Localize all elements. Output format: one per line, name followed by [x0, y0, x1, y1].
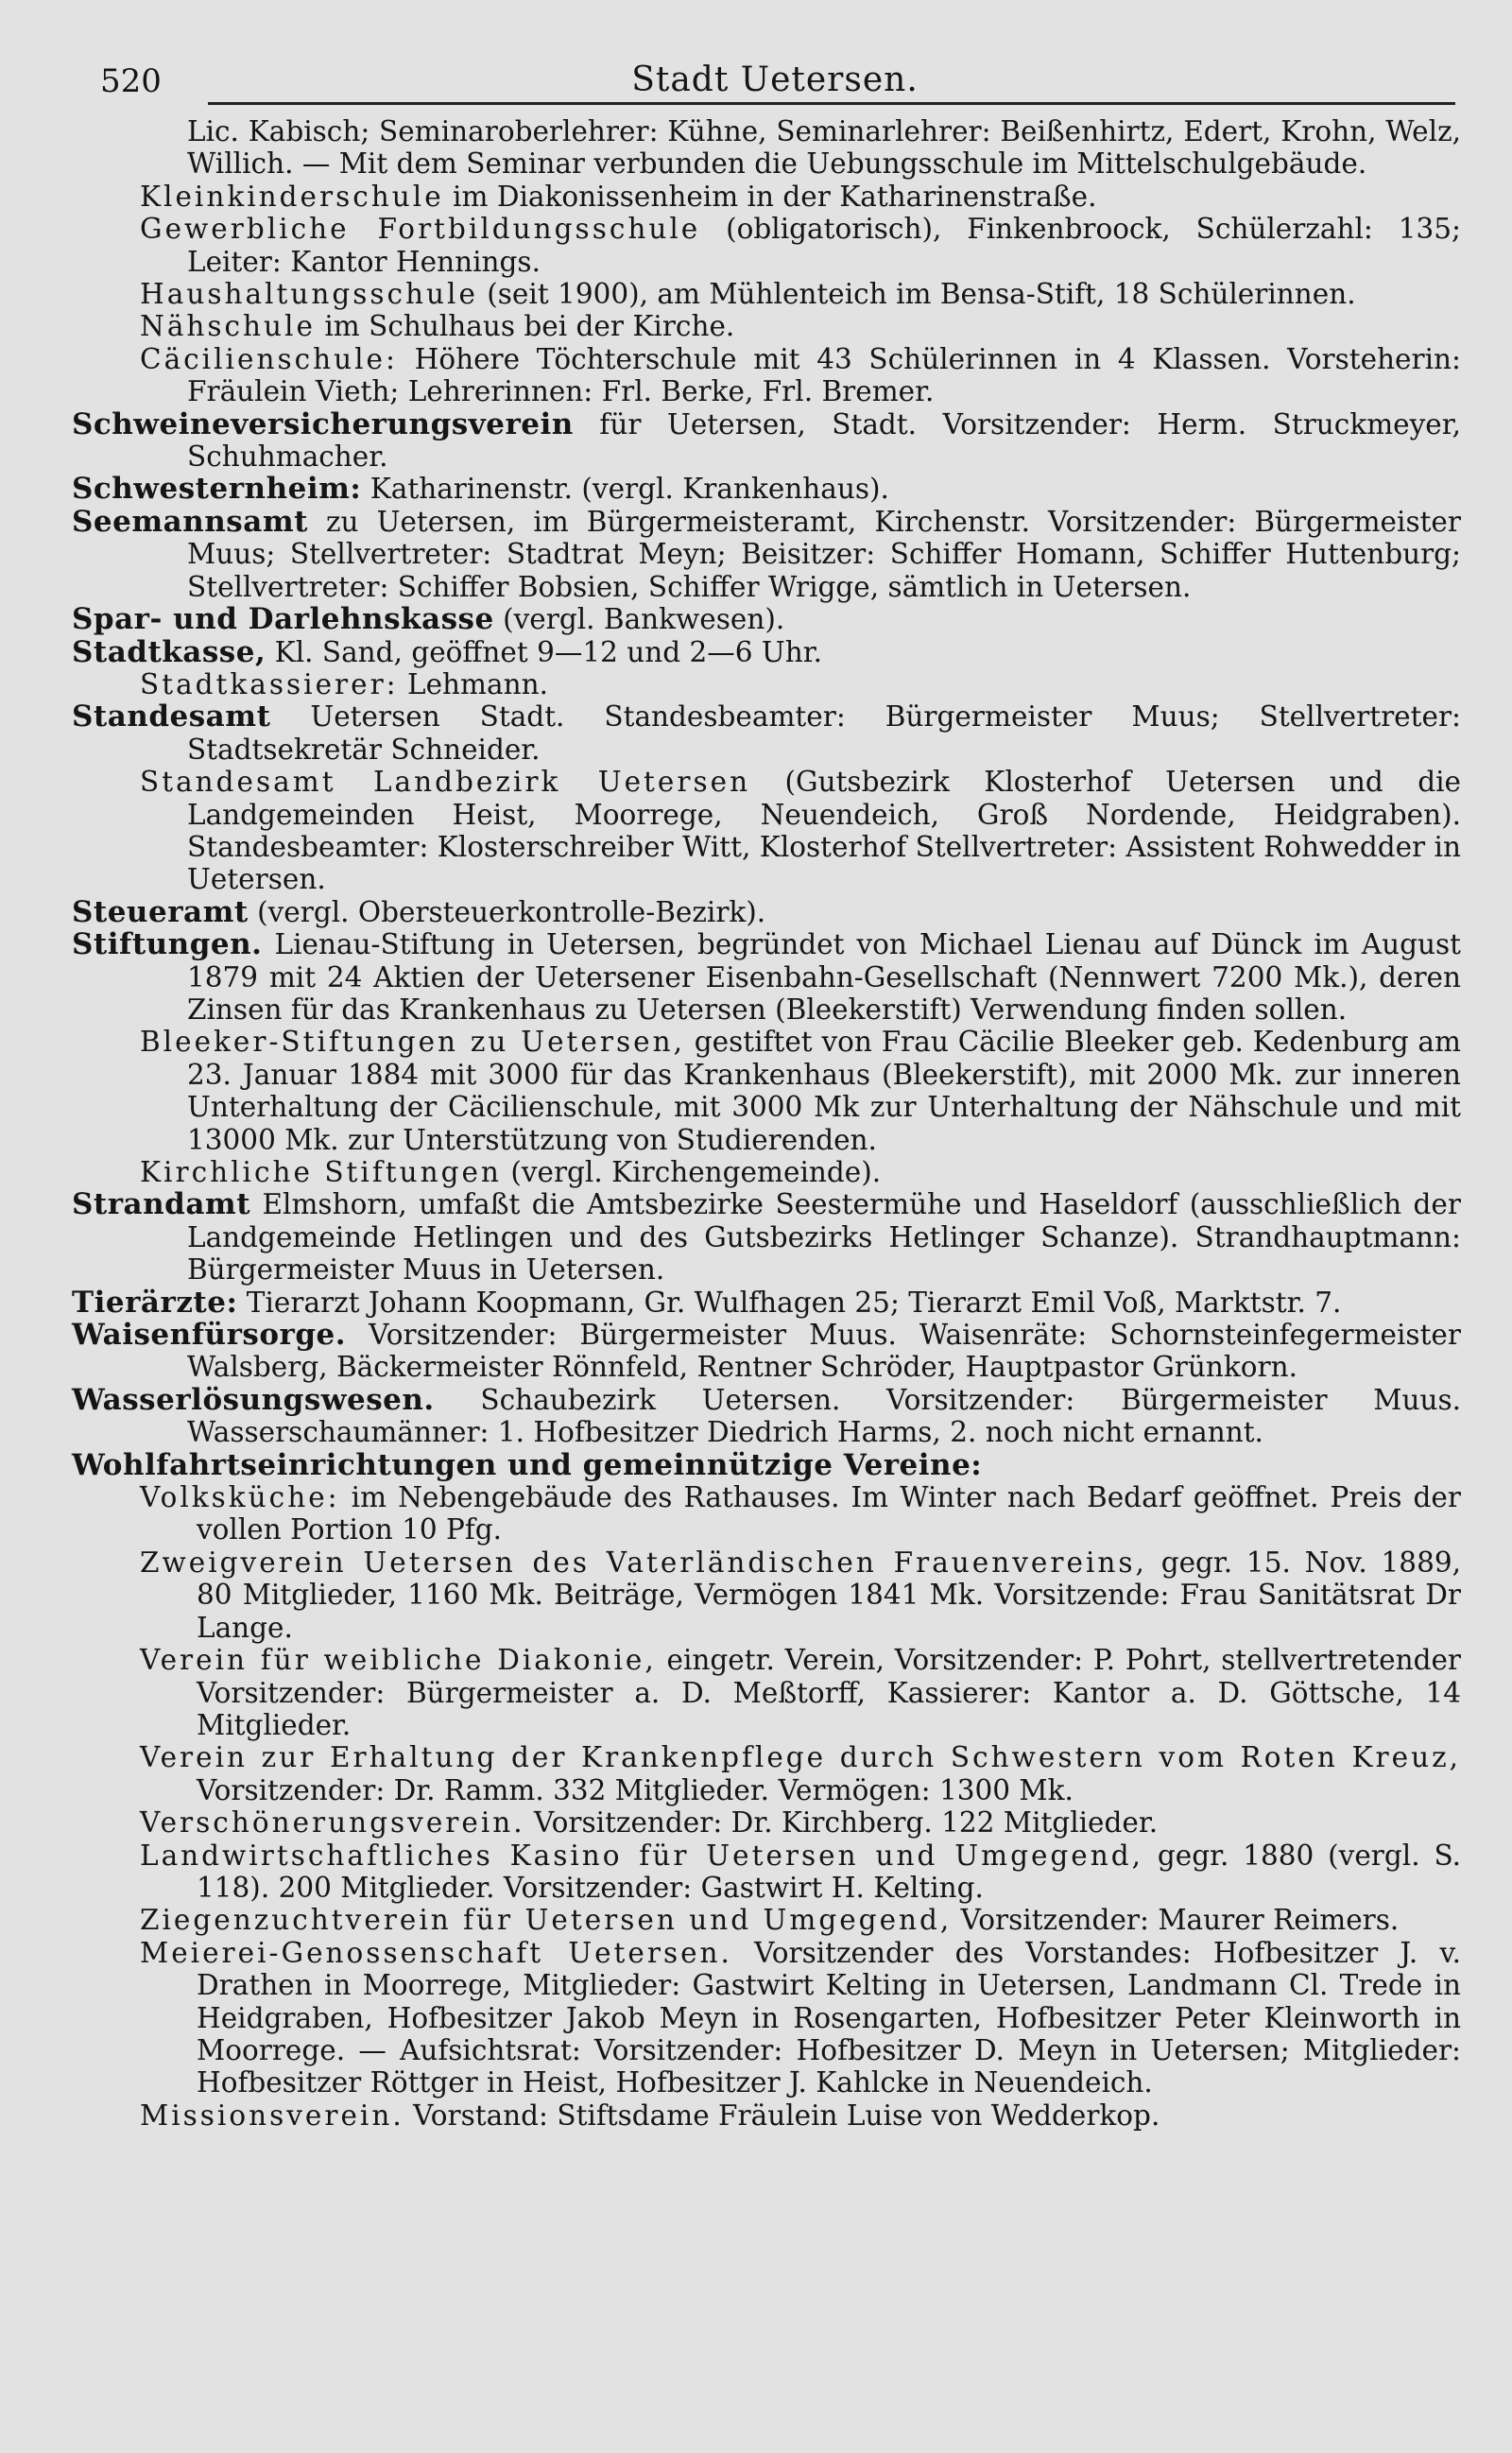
- entry-text: Lienau-Stiftung in Uetersen, begründet von Michael Lienau auf Dünck im August 1879 mit 24 Aktien der Uetersener Eisenbahn-Gesellschaft (Nennwert 7200 Mk.), deren Zinsen für das Krankenhaus zu Uetersen (Bleekerstift) Verwendung finden sollen.: [187, 928, 1461, 1026]
- entry-text: Vorsitzender: Maurer Reimers.: [952, 1904, 1400, 1937]
- entry-heading: Waisenfürsorge.: [72, 1318, 347, 1353]
- entry-text: (obligatorisch), Finkenbroock, Schülerzahl: 135; Leiter: Kantor Hennings.: [187, 213, 1461, 278]
- entry-subheading: Haushaltungsschule: [140, 278, 478, 311]
- entry-text: (Gutsbezirk Klosterhof Uetersen und die Landgemeinden Heist, Moorrege, Neuendeich, Groß Nordende, Heidgraben). Standesbeamter: Klosterschreiber Witt, Klosterhof Stellvertreter: Assistent Rohwedder in Uetersen.: [187, 766, 1461, 896]
- directory-entry: [72, 506, 1461, 603]
- directory-entry: [72, 1904, 1461, 1936]
- entry-text: Schaubezirk Uetersen. Vorsitzender: Bürgermeister Muus. Wasserschaumänner: 1. Hofbesitzer Diedrich Harms, 2. noch nicht ernannt.: [187, 1383, 1461, 1449]
- entry-text: im Nebengebäude des Rathauses. Im Winter nach Bedarf geöffnet. Preis der vollen Portion 10 Pfg.: [197, 1481, 1461, 1546]
- directory-entry: [72, 1026, 1461, 1156]
- entry-text: Vorsitzender: Dr. Ramm. 332 Mitglieder. Vermögen: 1300 Mk.: [197, 1773, 1074, 1806]
- entry-text: Uetersen Stadt. Standesbeamter: Bürgermeister Muus; Stellvertreter: Stadtsekretär Schneider.: [187, 700, 1461, 766]
- entry-subheading: Nähschule: [140, 310, 316, 343]
- page-header: [94, 57, 1455, 104]
- entry-text: Höhere Töchterschule mit 43 Schülerinnen in 4 Klassen. Vorsteherin: Fräulein Vieth; Lehrerinnen: Frl. Berke, Frl. Bremer.: [187, 342, 1461, 408]
- directory-entry: [72, 1806, 1461, 1839]
- entry-subheading: Landwirtschaftliches Kasino für Uetersen und Umgegend,: [140, 1839, 1144, 1872]
- directory-entry: [72, 1449, 1461, 1481]
- entry-subheading: Zweigverein Uetersen des Vaterländischen Frauenvereins,: [140, 1546, 1147, 1579]
- directory-entry: [72, 603, 1461, 635]
- directory-entry: [72, 1156, 1461, 1188]
- directory-entry: [72, 766, 1461, 896]
- directory-entry: [72, 1188, 1461, 1286]
- directory-entry: [72, 700, 1461, 766]
- entry-heading: Stadtkasse,: [72, 634, 266, 669]
- directory-entry: [72, 1384, 1461, 1449]
- entry-text: zu Uetersen, im Bürgermeisteramt, Kirchenstr. Vorsitzender: Bürgermeister Muus; Stellvertreter: Stadtrat Meyn; Beisitzer: Schiffer Homann, Schiffer Huttenburg; Stellvertreter: Schiffer Bobsien, Schiffer Wrigge, sämtlich in Uetersen.: [187, 505, 1461, 603]
- directory-entry: [72, 1644, 1461, 1741]
- directory-entry: [72, 1840, 1461, 1905]
- entry-subheading: Verein zur Erhaltung der Krankenpflege durch Schwestern vom Roten Kreuz,: [140, 1741, 1461, 1774]
- entry-text: im Diakonissenheim in der Katharinenstraße.: [443, 180, 1097, 213]
- entry-text: gestiftet von Frau Cäcilie Bleeker geb. Kedenburg am 23. Januar 1884 mit 3000 für das Krankenhaus (Bleekerstift), mit 2000 Mk. zur inneren Unterhaltung der Cäcilienschule, mit 3000 Mk zur Unterhaltung der Nähschule und mit 13000 Mk. zur Unterstützung von Studierenden.: [187, 1026, 1461, 1156]
- entry-text: Vorstand: Stiftsdame Fräulein Luise von Wedderkop.: [404, 2099, 1160, 2132]
- directory-entry: [72, 2099, 1461, 2132]
- entry-subheading: Gewerbliche Fortbildungsschule: [140, 213, 701, 246]
- entry-text: gegr. 1880 (vergl. S. 118). 200 Mitglieder. Vorsitzender: Gastwirt H. Kelting.: [197, 1839, 1462, 1904]
- entry-text: (vergl. Kirchengemeinde).: [501, 1156, 882, 1188]
- directory-entries: [72, 115, 1461, 2132]
- directory-entry: [72, 1741, 1461, 1806]
- entry-subheading: Cäcilienschule:: [140, 342, 398, 375]
- page-number: 520: [100, 62, 162, 100]
- directory-entry: [72, 1319, 1461, 1384]
- entry-text: Lic. Kabisch; Seminaroberlehrer: Kühne, Seminarlehrer: Beißenhirtz, Edert, Krohn, Welz, Willich. — Mit dem Seminar verbunden die Uebungsschule im Mittelschulgebäude.: [187, 115, 1461, 181]
- directory-entry: [72, 473, 1461, 505]
- entry-subheading: Kleinkinderschule: [140, 180, 444, 213]
- directory-entry: [72, 213, 1461, 278]
- directory-entry: [72, 896, 1461, 928]
- directory-entry: [72, 1546, 1461, 1644]
- entry-subheading: Bleeker-Stiftungen zu Uetersen,: [140, 1026, 685, 1059]
- entry-text: (vergl. Obersteuerkontrolle-Bezirk).: [248, 895, 766, 928]
- entry-text: Tierarzt Johann Koopmann, Gr. Wulfhagen 25; Tierarzt Emil Voß, Marktstr. 7.: [237, 1286, 1342, 1319]
- entry-text: Elmshorn, umfaßt die Amtsbezirke Seestermühe und Haseldorf (ausschließlich der Landgemeinde Hetlingen und des Gutsbezirks Hetlinger Schanze). Strandhauptmann: Bürgermeister Muus in Uetersen.: [187, 1188, 1461, 1287]
- entry-text: gegr. 15. Nov. 1889, 80 Mitglieder, 1160 Mk. Beiträge, Vermögen 1841 Mk. Vorsitzende: Frau Sanitätsrat Dr Lange.: [197, 1546, 1461, 1644]
- directory-entry: [72, 1481, 1461, 1546]
- entry-subheading: Meierei-Genossenschaft Uetersen.: [140, 1936, 732, 1969]
- entry-text: im Schulhaus bei der Kirche.: [315, 310, 735, 343]
- directory-entry: [72, 408, 1461, 474]
- entry-subheading: Verschönerungsverein.: [140, 1806, 525, 1840]
- directory-entry: [72, 343, 1461, 408]
- entry-heading: Stiftungen.: [72, 927, 263, 962]
- entry-heading: Tierärzte:: [72, 1285, 238, 1320]
- entry-text: Vorsitzender: Dr. Kirchberg. 122 Mitglieder.: [524, 1806, 1159, 1840]
- entry-heading: Steueramt: [72, 894, 249, 929]
- directory-entry: [72, 1937, 1461, 2099]
- entry-subheading: Volksküche:: [140, 1481, 340, 1514]
- entry-text: Vorsitzender: Bürgermeister Muus. Waisenräte: Schornsteinfegermeister Walsberg, Bäckermeister Rönnfeld, Rentner Schröder, Hauptpastor Grünkorn.: [187, 1319, 1461, 1384]
- directory-entry: [72, 928, 1461, 1026]
- entry-heading: Strandamt: [72, 1187, 251, 1222]
- entry-text: Vorsitzender des Vorstandes: Hofbesitzer J. v. Drathen in Moorrege, Mitglieder: Gastwirt Kelting in Uetersen, Landmann Cl. Trede in Heidgraben, Hofbesitzer Jakob Meyn in Rosengarten, Hofbesitzer Peter Kleinworth in Moorrege. — Aufsichtsrat: Vorsitzender: Hofbesitzer D. Meyn in Uetersen; Mitglieder: Hofbesitzer Röttger in Heist, Hofbesitzer J. Kahlcke in Neuendeich.: [197, 1936, 1461, 2099]
- entry-heading: Standesamt: [72, 700, 271, 734]
- entry-text: für Uetersen, Stadt. Vorsitzender: Herm. Struckmeyer, Schuhmacher.: [187, 407, 1461, 474]
- directory-entry: [72, 668, 1461, 700]
- entry-heading: Schweineversicherungsverein: [72, 406, 574, 441]
- entry-heading: Spar- und Darlehnskasse: [72, 602, 494, 637]
- entry-subheading: Standesamt Landbezirk Uetersen: [140, 766, 751, 799]
- entry-heading: Wohlfahrtseinrichtungen und gemeinnützige Vereine:: [72, 1447, 983, 1482]
- entry-text: (vergl. Bankwesen).: [493, 603, 785, 636]
- directory-entry: [72, 278, 1461, 310]
- directory-entry: [72, 310, 1461, 342]
- header-rule: [208, 102, 1455, 105]
- directory-entry: [72, 636, 1461, 668]
- entry-text: Kl. Sand, geöffnet 9—12 und 2—6 Uhr.: [266, 635, 823, 668]
- entry-subheading: Ziegenzuchtverein für Uetersen und Umgegend,: [140, 1904, 953, 1937]
- directory-entry: [72, 181, 1461, 213]
- directory-entry: [72, 1287, 1461, 1319]
- entry-text: Katharinenstr. (vergl. Krankenhaus).: [361, 473, 889, 506]
- entry-subheading: Kirchliche Stiftungen: [140, 1156, 502, 1188]
- directory-entry: [72, 115, 1461, 181]
- entry-subheading: Missionsverein.: [140, 2099, 404, 2132]
- entry-text: Lehmann.: [398, 667, 548, 700]
- entry-text: eingetr. Verein, Vorsitzender: P. Pohrt, stellvertretender Vorsitzender: Bürgermeister a. D. Meßtorff, Kassierer: Kantor a. D. Göttsche, 14 Mitglieder.: [197, 1644, 1462, 1741]
- entry-subheading: Stadtkassierer:: [140, 667, 399, 700]
- entry-heading: Wasserlösungswesen.: [72, 1382, 435, 1417]
- entry-heading: Schwesternheim:: [72, 472, 362, 507]
- entry-text: (seit 1900), am Mühlenteich im Bensa-Stift, 18 Schülerinnen.: [477, 278, 1356, 311]
- entry-subheading: Verein für weibliche Diakonie,: [140, 1644, 657, 1677]
- running-title: Stadt Uetersen.: [631, 60, 919, 99]
- entry-heading: Seemannsamt: [72, 504, 308, 539]
